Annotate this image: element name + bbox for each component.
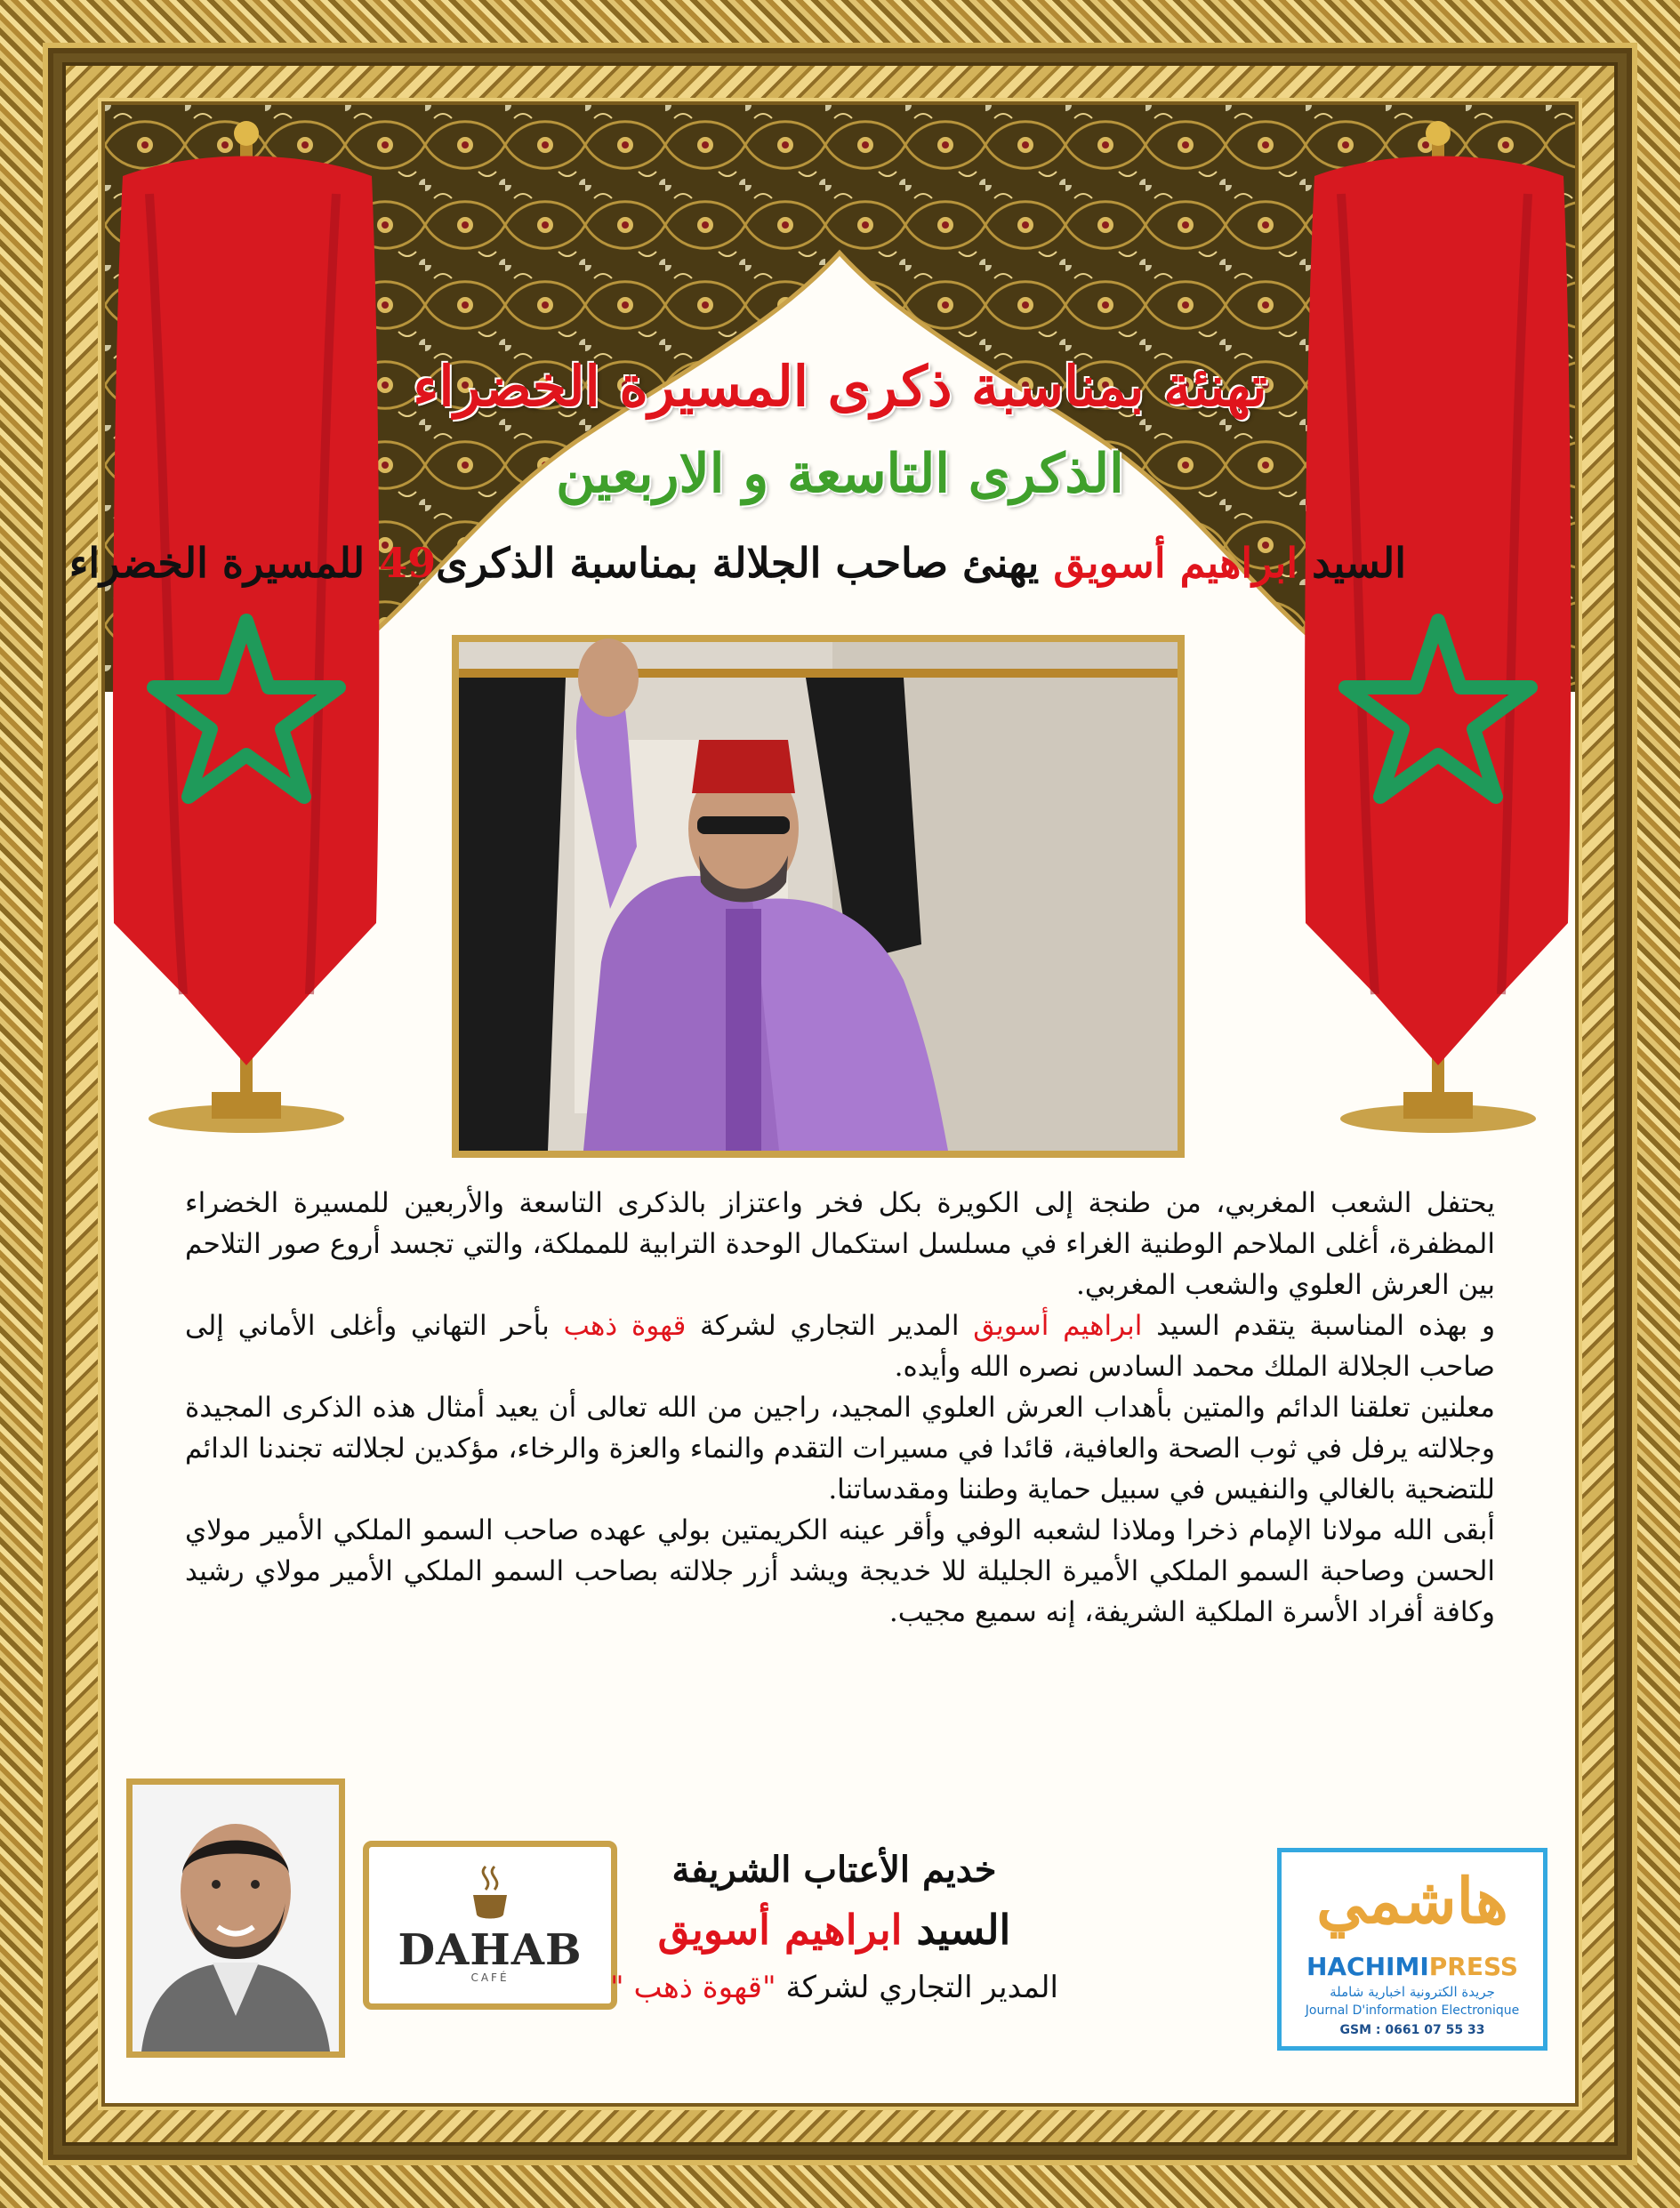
dahab-cafe-logo (363, 1841, 617, 2010)
dahab-subtitle: CAFÉ (470, 1971, 510, 1984)
paragraph-2-company: قهوة ذهب (563, 1310, 687, 1342)
sender-portrait-illustration (133, 1785, 339, 2051)
hachimi-brand-line (1292, 1952, 1532, 1982)
headline-name: ابراهيم أسويق (1053, 539, 1298, 587)
message-paragraph-4: أبقى الله مولانا الإمام ذخرا وملاذا لشعبه الوفي وأقر عينه الكريمتين بولي عهده صاحب السمو الملكي الأمير مولاي الحسن وصاحبة السمو الملكي الأميرة الجليلة للا خديجة ويشد أزر جلالته بصاحب السمو الملكي الأمير مولاي رشيد وكافة أفراد الأسرة الملكية الشريفة، إنه سميع مجيب. (185, 1514, 1495, 1628)
paragraph-2-middle: المدير التجاري لشركة (700, 1310, 960, 1342)
hachimi-press-logo (1277, 1848, 1547, 2051)
signature-block (603, 1843, 1065, 2012)
poster-panel (68, 105, 1575, 2103)
hachimi-brand-part2: PRESS (1428, 1952, 1519, 1981)
signature-name-line (603, 1897, 1065, 1963)
signature-title: خديم الأعتاب الشريفة (671, 1849, 997, 1891)
message-body (185, 1183, 1495, 1633)
headline-suffix: للمسيرة الخضراء (68, 539, 366, 587)
signature-name: ابراهيم أسويق (657, 1906, 903, 1954)
headline-number: 49 (379, 539, 437, 587)
king-photo-illustration (459, 642, 1178, 1151)
signature-prefix: السيد (916, 1906, 1011, 1954)
signature-company: "قهوة ذهب " (610, 1970, 776, 2005)
paragraph-2-name: ابراهيم أسويق (973, 1310, 1143, 1342)
headline-anniversary: الذكرى التاسعة و الاربعين (556, 443, 1124, 505)
hachimi-phone: GSM : 0661 07 55 33 (1339, 2023, 1485, 2037)
message-paragraph-1: يحتفل الشعب المغربي، من طنجة إلى الكويرة بكل فخر واعتزاز بالذكرى التاسعة والأربعين للمسيرة الخضراء المظفرة، أغلى الملاحم الوطنية الغراء في مسلسل استكمال الوحدة الترابية للمملكة، والتي تجسد أروع صور التلاحم بين العرش العلوي والشعب المغربي. (185, 1187, 1495, 1301)
dahab-wordmark: DAHAB (398, 1925, 583, 1975)
headline-prefix: السيد (1312, 539, 1406, 587)
hachimi-arabic-wordmark: هاشمي (1316, 1864, 1508, 1938)
moroccan-flag-left (87, 123, 407, 1136)
message-paragraph-3: معلنين تعلقنا الدائم والمتين بأهداب العرش العلوي المجيد، راجين من الله تعالى أن يعيد أمثال هذه الذكرى المجيدة وجلالته يرفل في ثوب الصحة والعافية، قائدا في مسيرات التقدم والنماء والعزة والرخاء، مؤكدين لجلالته تجندنا الدائم للتضحية بالغالي والنفيس في سبيل حماية وطننا ومقدساتنا. (185, 1392, 1495, 1505)
king-photo (452, 635, 1185, 1158)
sender-portrait (126, 1778, 345, 2058)
headline-greeting: تهنئة بمناسبة ذكرى المسيرة الخضراء (413, 354, 1267, 419)
headline-dedication (68, 539, 1406, 587)
headline-middle: يهنئ صاحب الجلالة بمناسبة الذكرى (436, 539, 1040, 587)
hachimi-arabic-tagline: جريدة الكترونية اخبارية شاملة (1330, 1984, 1495, 2000)
paragraph-2-prefix: و بهذه المناسبة يتقدم السيد (1156, 1310, 1496, 1342)
hachimi-brand-part1: HACHIMI (1306, 1952, 1429, 1981)
signature-role: المدير التجاري لشركة (785, 1970, 1058, 2005)
moroccan-flag-right (1279, 123, 1599, 1136)
message-paragraph-2 (185, 1305, 1495, 1387)
paragraph-2-suffix: بأحر التهاني وأغلى الأماني إلى صاحب الجلالة الملك محمد السادس نصره الله وأيده. (185, 1310, 1495, 1383)
signature-role-line (603, 1963, 1065, 2012)
hachimi-french-tagline: Journal D'information Electronique (1305, 2003, 1520, 2018)
coffee-cup-icon (470, 1863, 510, 1922)
